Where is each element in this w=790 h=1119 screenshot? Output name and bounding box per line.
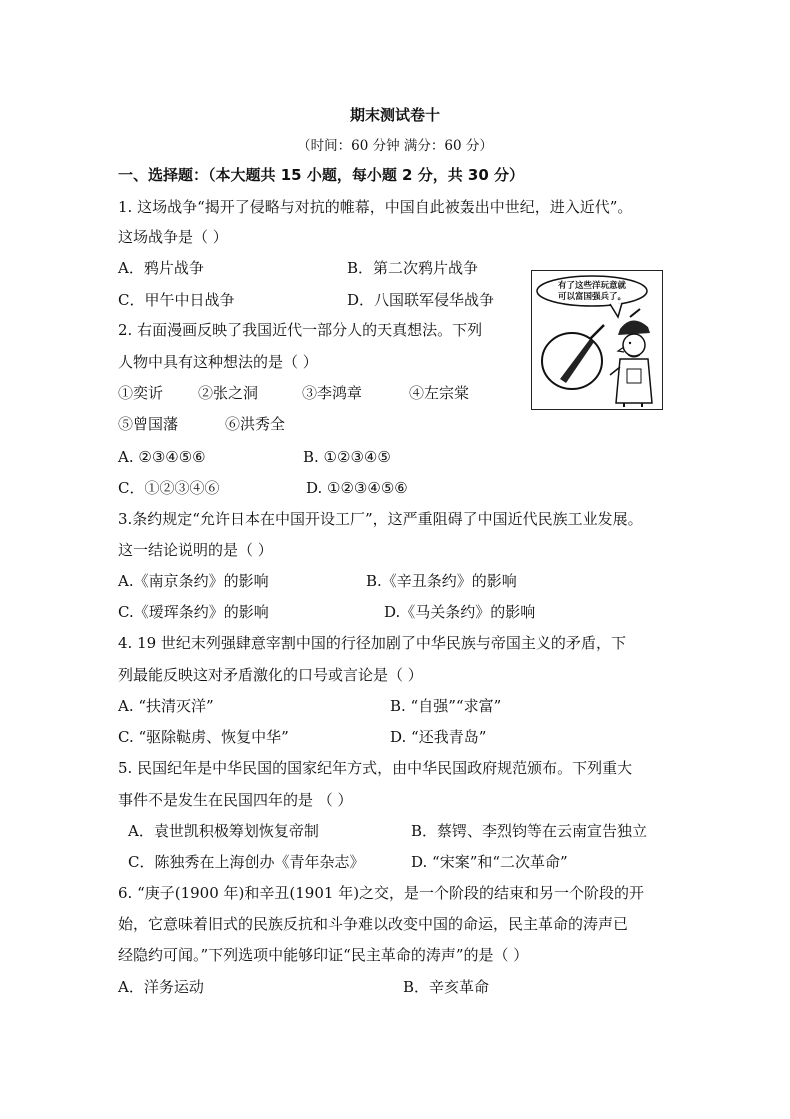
q2-item-5: ⑤曾国藩 bbox=[118, 415, 179, 433]
cartoon-caption-1: 有了这些洋玩意就 bbox=[557, 281, 627, 291]
q5-option-a: A．袁世凯积极筹划恢复帝制 bbox=[128, 822, 319, 840]
q6-stem-line2: 始，它意味着旧式的民族反抗和斗争难以改变中国的命运，民主革命的涛声已 bbox=[118, 915, 629, 933]
q1-option-c: C．甲午中日战争 bbox=[118, 291, 235, 309]
q1-stem-line1: 1. 这场战争“揭开了侵略与对抗的帷幕，中国自此被轰出中世纪，进入近代”。 bbox=[118, 198, 633, 216]
q2-item-4: ④左宗棠 bbox=[409, 384, 470, 402]
q6-option-b: B．辛亥革命 bbox=[403, 978, 490, 996]
cartoon-image bbox=[531, 270, 663, 410]
q3-stem-line1: 3.条约规定“允许日本在中国开设工厂”，这严重阻碍了中国近代民族工业发展。 bbox=[118, 510, 643, 528]
q4-option-a: A. “扶清灭洋” bbox=[118, 697, 214, 715]
q6-stem-line1: 6. “庚子(1900 年)和辛丑(1901 年)之交，是一个阶段的结束和另一个阶段的开 bbox=[118, 884, 645, 902]
q6-stem-line3: 经隐约可闻。”下列选项中能够印证“民主革命的涛声”的是（ ） bbox=[118, 946, 529, 964]
q2-option-c: C．①②③④⑥ bbox=[118, 479, 220, 497]
q4-stem-line1: 4. 19 世纪末列强肆意宰割中国的行径加剧了中华民族与帝国主义的矛盾，下 bbox=[118, 634, 626, 652]
q5-option-d: D. “宋案”和“二次革命” bbox=[411, 853, 568, 871]
q2-item-2: ②张之洞 bbox=[198, 384, 259, 402]
q2-stem-line2: 人物中具有这种想法的是（ ） bbox=[118, 353, 318, 371]
q2-option-b: B. ①②③④⑤ bbox=[303, 448, 391, 466]
q3-option-a: A.《南京条约》的影响 bbox=[118, 572, 269, 590]
q1-stem-line2: 这场战争是（ ） bbox=[118, 228, 228, 246]
q2-item-3: ③李鸿章 bbox=[302, 384, 363, 402]
q2-item-1: ①奕䜣 bbox=[118, 384, 164, 402]
q4-stem-line2: 列最能反映这对矛盾激化的口号或言论是（ ） bbox=[118, 666, 423, 684]
cartoon-caption-2: 可以富国强兵了。 bbox=[557, 292, 627, 302]
q5-option-c: C．陈独秀在上海创办《青年杂志》 bbox=[128, 853, 365, 871]
q1-option-b: B．第二次鸦片战争 bbox=[347, 259, 479, 277]
q3-option-c: C.《瑷珲条约》的影响 bbox=[118, 603, 269, 621]
q2-item-6: ⑥洪秀全 bbox=[225, 415, 286, 433]
q3-stem-line2: 这一结论说明的是（ ） bbox=[118, 541, 273, 559]
q2-stem-line1: 2. 右面漫画反映了我国近代一部分人的天真想法。下列 bbox=[118, 321, 483, 339]
q4-option-c: C. “驱除鞑虏、恢复中华” bbox=[118, 728, 289, 746]
q6-option-a: A．洋务运动 bbox=[118, 978, 204, 996]
q2-option-d: D. ①②③④⑤⑥ bbox=[306, 479, 408, 497]
exam-info: （时间：60 分钟 满分：60 分） bbox=[297, 138, 493, 154]
q1-option-a: A．鸦片战争 bbox=[118, 259, 204, 277]
q5-stem-line2: 事件不是发生在民国四年的是 （ ） bbox=[118, 791, 353, 809]
q3-option-b: B.《辛丑条约》的影响 bbox=[366, 572, 517, 590]
q5-stem-line1: 5. 民国纪年是中华民国的国家纪年方式，由中华民国政府规范颁布。下列重大 bbox=[118, 759, 633, 777]
page-title: 期末测试卷十 bbox=[349, 106, 440, 124]
q3-option-d: D.《马关条约》的影响 bbox=[384, 603, 536, 621]
q2-option-a: A. ②③④⑤⑥ bbox=[118, 448, 206, 466]
q5-option-b: B．蔡锷、李烈钧等在云南宣告独立 bbox=[411, 822, 648, 840]
cartoon-drawing bbox=[532, 271, 661, 408]
q1-option-d: D．八国联军侵华战争 bbox=[347, 291, 495, 309]
q4-option-d: D. “还我青岛” bbox=[390, 728, 487, 746]
q4-option-b: B. “自强”“求富” bbox=[390, 697, 502, 715]
section-heading: 一、选择题：（本大题共 15 小题，每小题 2 分，共 30 分） bbox=[118, 166, 525, 184]
